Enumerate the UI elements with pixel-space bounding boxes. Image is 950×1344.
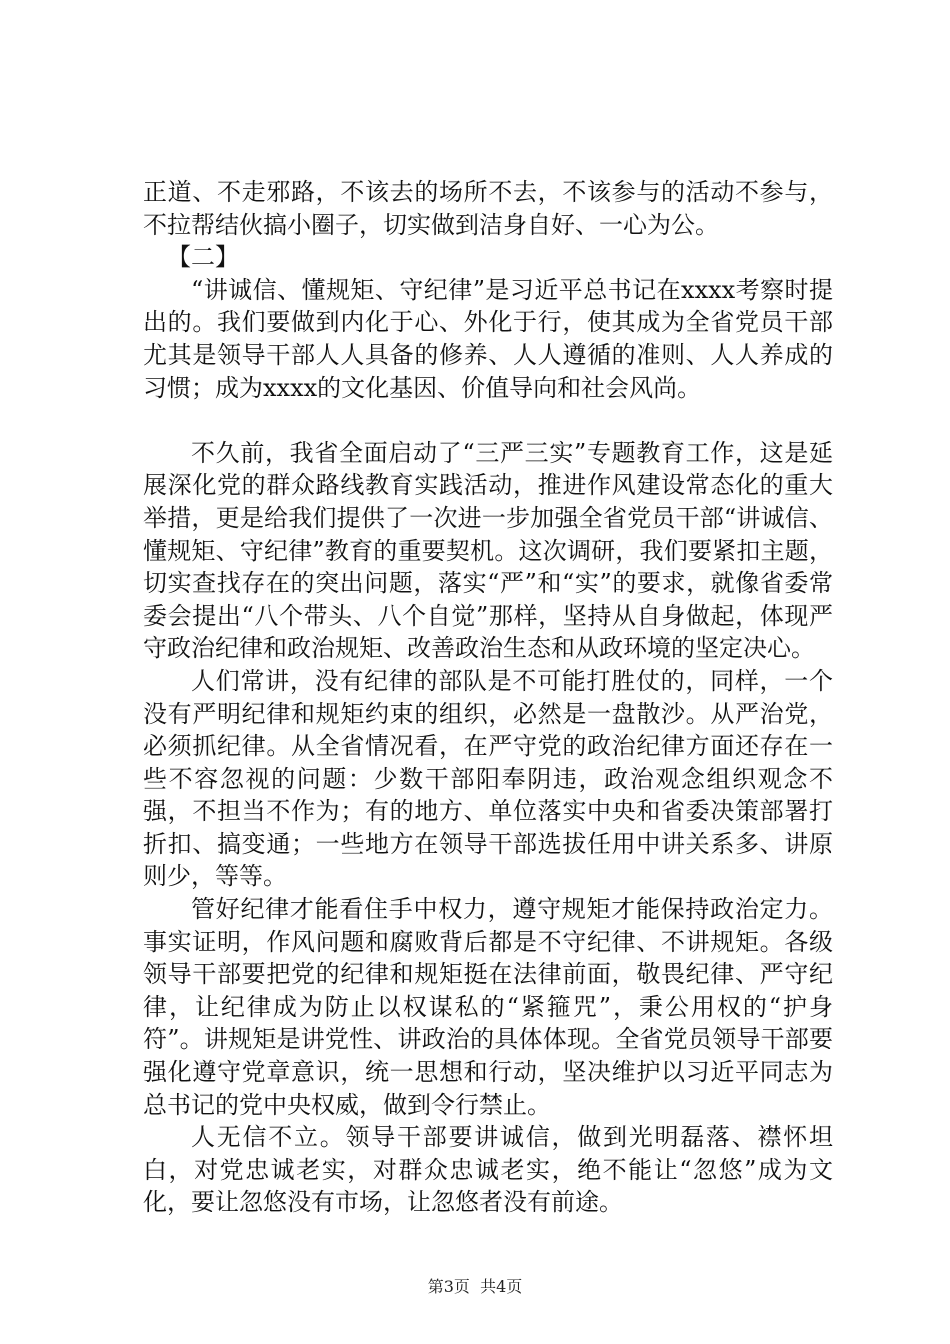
- paragraph: “讲诚信、懂规矩、守纪律”是习近平总书记在xxxx考察时提出的。我们要做到内化于心、外化于行，使其成为全省党员干部尤其是领导干部人人具备的修养、人人遵循的准则、人人养成的习惯；成为xxxx的文化基因、价值导向和社会风尚。: [143, 275, 833, 402]
- paragraph: 人们常讲，没有纪律的部队是不可能打胜仗的，同样，一个没有严明纪律和规矩约束的组织，必然是一盘散沙。从严治党，必须抓纪律。从全省情况看，在严守党的政治纪律方面还存在一些不容忽视的问题：少数干部阳奉阴违，政治观念组织观念不强，不担当不作为；有的地方、单位落实中央和省委决策部署打折扣、搞变通；一些地方在领导干部选拔任用中讲关系多、讲原则少，等等。: [143, 666, 833, 891]
- page-footer: [0, 1274, 950, 1297]
- section-heading: 【二】: [167, 243, 239, 272]
- paragraph-continuation: 正道、不走邪路，不该去的场所不去，不该参与的活动不参与，不拉帮结伙搞小圈子，切实做到洁身自好、一心为公。: [143, 178, 833, 239]
- paragraph: 人无信不立。领导干部要讲诚信，做到光明磊落、襟怀坦白，对党忠诚老实，对群众忠诚老实，绝不能让“忽悠”成为文化，要让忽悠没有市场，让忽悠者没有前途。: [143, 1123, 833, 1217]
- paragraph: 不久前，我省全面启动了“三严三实”专题教育工作，这是延展深化党的群众路线教育实践活动，推进作风建设常态化的重大举措，更是给我们提供了一次进一步加强全省党员干部“讲诚信、懂规矩、守纪律”教育的重要契机。这次调研，我们要紧扣主题，切实查找存在的突出问题，落实“严”和“实”的要求，就像省委常委会提出“八个带头、八个自觉”那样，坚持从自身做起，体现严守政治纪律和政治规矩、改善政治生态和从政环境的坚定决心。: [143, 438, 833, 663]
- blank-line: [143, 404, 833, 437]
- document-body: [143, 176, 833, 1219]
- page-number: 第3页 共4页: [427, 1277, 523, 1296]
- paragraph: 管好纪律才能看住手中权力，遵守规矩才能保持政治定力。事实证明，作风问题和腐败背后都是不守纪律、不讲规矩。各级领导干部要把党的纪律和规矩挺在法律前面，敬畏纪律、严守纪律，让纪律成为防止以权谋私的“紧箍咒”，秉公用权的“护身符”。讲规矩是讲党性、讲政治的具体体现。全省党员领导干部要强化遵守党章意识，统一思想和行动，坚决维护以习近平同志为总书记的党中央权威，做到令行禁止。: [143, 895, 833, 1119]
